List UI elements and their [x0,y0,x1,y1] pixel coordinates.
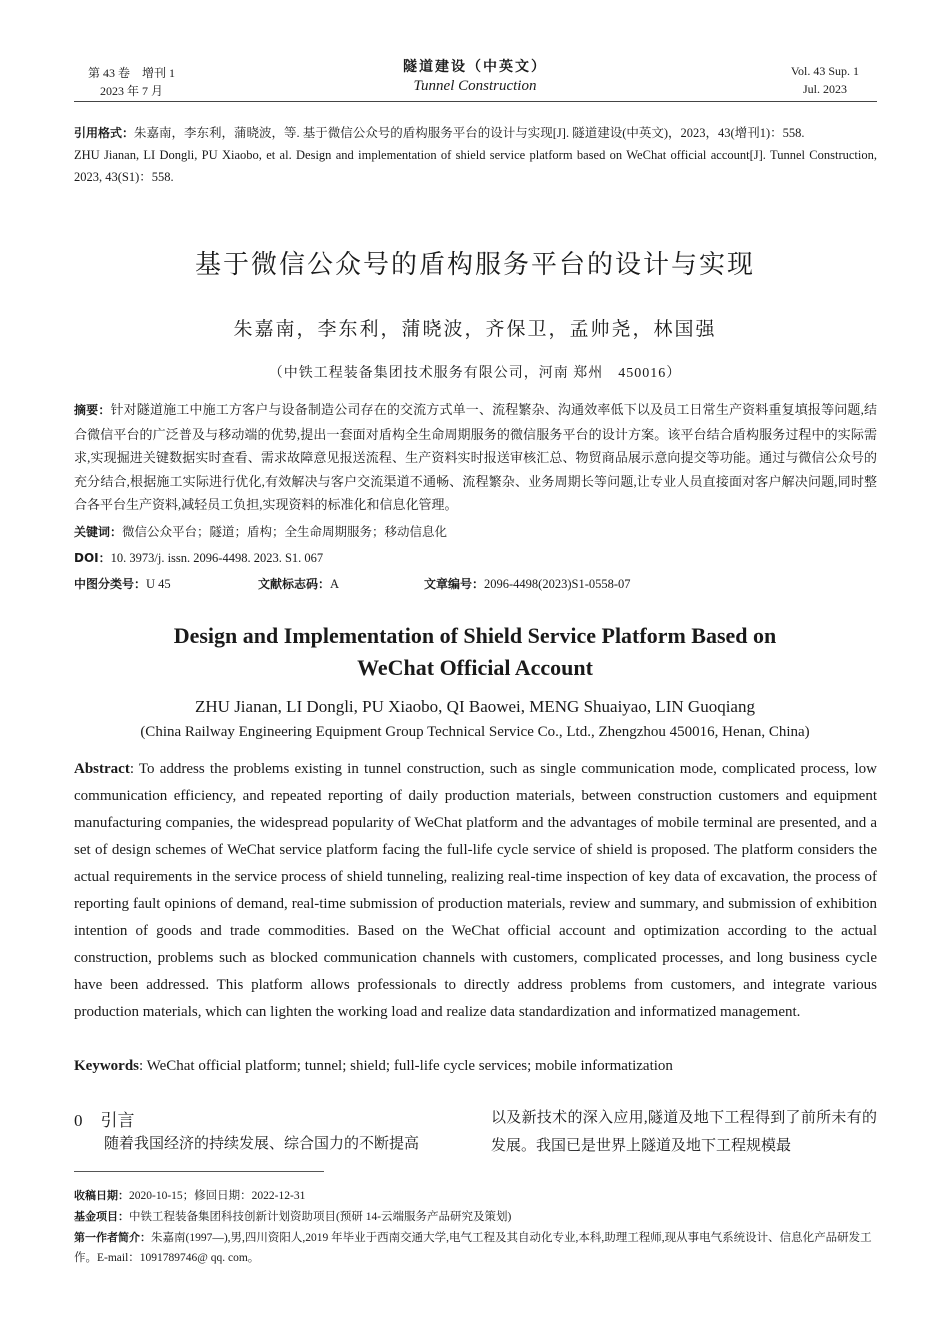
title-cn: 基于微信公众号的盾构服务平台的设计与实现 [194,250,755,280]
header-volume-cn: 第 43 卷 增刊 1 [88,66,176,80]
body-right-column: 以及新技术的深入应用,隧道及地下工程得到了前所未有的发展。我国已是世界上隧道及地下工程规模最 [491,1110,877,1154]
article-value: 2096-4498(2023)S1-0558-07 [484,577,631,591]
abstract-cn-text: 针对隧道施工中施工方客户与设备制造公司存在的交流方式单一、流程繁杂、沟通效率低下以及员工日常生产资料重复填报等问题,结合微信平台的广泛普及与移动端的优势,提出一套面对盾构全生命周期服务的微信服务平台的设计方案。该平台结合盾构服务过程中的实际需求,实现掘进关键数据实时查看、需求故障意见报送流程、生产资料实时报送审核汇总、物贸商品展示意向提交等功能。通过与微信公众号的充分结合,根据施工实际进行优化,有效解决与客户交流渠道不通畅、流程繁杂、业务周期长等问题,让专业人员直接面对客户解决问题,同时整合各平台生产资料,减轻员工负担,实现资料的标准化和信息化管理。 [74,402,877,512]
clc-value: U 45 [146,577,171,591]
authors-en: ZHU Jianan, LI Dongli, PU Xiaobo, QI Baowei, MENG Shuaiyao, LIN Guoqiang [195,697,755,716]
header-divider [74,101,877,102]
citation-cn-text: 朱嘉南，李东利，蒲晓波，等. 基于微信公众号的盾构服务平台的设计与实现[J]. 隧道建设(中英文)，2023，43(增刊1)：558. [134,126,805,140]
title-en-line1: Design and Implementation of Shield Service Platform Based on [173,623,777,648]
header-journal-cn: 隧道建设（中英文） [403,59,547,75]
authors-cn: 朱嘉南，李东利，蒲晓波，齐保卫，孟帅尧，林国强 [233,319,717,340]
section-title: 引言 [100,1111,135,1131]
received-label: 收稿日期： [74,1189,129,1202]
clc-label: 中图分类号： [74,577,147,591]
footnote-divider [74,1171,324,1172]
citation-label: 引用格式： [74,126,135,140]
abstract-en-text: : To address the problems existing in tunnel construction, such as single communication mode, complicated process, low communication efficiency, and repeated reporting of daily production materials, between construction customers and equipment manufacturing companies, the widespread popularity of WeChat platform and the advantages of mobile terminal are presented, and a set of design schemes of WeChat service platform facing the full-life cycle service of shield is proposed. The platform considers the actual requirements in the service process of shield tunneling, realizing real-time inspection of key data of excavation, the process of reporting fault opinions of demand, real-time submission of production materials, review and summary, and submission of exhibition intention of goods and trade commodities. Based on the WeChat official account and optimization according to the actual construction, problems such as blocked communication channels with customers, complicated processes, and long business cycle have been addressed. This platform allows professionals to directly address problems from customers, and integrate various production materials, which can lighten the working load and realize data standardization and informatized management. [74,761,877,1020]
fund-text: 中铁工程装备集团科技创新计划资助项目(预研 14-云端服务产品研究及策划) [129,1211,512,1223]
article-label: 文章编号： [424,577,485,591]
doi [74,548,323,568]
abstract-en [74,756,877,1026]
citation-cn [74,122,877,144]
section-heading [74,1106,135,1131]
affiliation-en: (China Railway Engineering Equipment Group Technical Service Co., Ltd., Zhengzhou 450016, Henan, China) [140,724,810,740]
article-code [424,574,631,594]
header-volume-en: Vol. 43 Sup. 1 [790,64,860,78]
author-label: 第一作者简介： [74,1231,151,1244]
doi-text: 10. 3973/j. issn. 2096-4498. 2023. S1. 067 [110,551,324,565]
header-date-cn: 2023 年 7 月 [100,84,164,98]
title-en-line2: WeChat Official Account [357,655,593,680]
keywords-cn [74,522,447,542]
citation-block [74,122,877,188]
keywords-en-label: Keywords [74,1058,139,1074]
doc-code [258,574,339,594]
header-volume-en-block [770,62,880,98]
clc-code [74,574,171,594]
body-left-column: 随着我国经济的持续发展、综合国力的不断提高 [104,1136,420,1152]
doi-label: DOI： [74,551,111,565]
abstract-cn [74,398,877,517]
section-number: 0 [74,1111,83,1130]
keywords-en [74,1053,877,1080]
keywords-cn-text: 微信公众平台；隧道；盾构；全生命周期服务；移动信息化 [122,525,448,539]
author-text: 朱嘉南(1997—),男,四川资阳人,2019 年毕业于西南交通大学,电气工程及其自动化专业,本科,助理工程师,现从事电气系统设计、信息化产品研发工作。E-mail：1091789746@ qq. com。 [74,1232,872,1264]
keywords-cn-label: 关键词： [74,525,123,539]
received-text: 2020-10-15；修回日期：2022-12-31 [129,1190,306,1202]
keywords-en-text: : WeChat official platform; tunnel; shield; full-life cycle services; mobile informatization [139,1058,673,1074]
header-journal-en: Tunnel Construction [413,78,537,94]
abstract-en-label: Abstract [74,761,130,777]
fund-label: 基金项目： [74,1210,129,1223]
footnote-author [74,1228,877,1268]
footnote-received [74,1186,877,1206]
doc-value: A [330,577,340,591]
citation-en: ZHU Jianan, LI Dongli, PU Xiaobo, et al. Design and implementation of shield service platform based on WeChat official account[J]. Tunnel Construction, 2023, 43(S1)：558. [74,148,877,184]
title-en [0,620,950,684]
doc-label: 文献标志码： [258,577,331,591]
footnote-fund [74,1207,877,1227]
abstract-cn-label: 摘要： [74,403,111,417]
header-date-en: Jul. 2023 [802,82,847,96]
affiliation-cn: （中铁工程装备集团技术服务有限公司，河南 郑州 450016） [268,366,682,381]
